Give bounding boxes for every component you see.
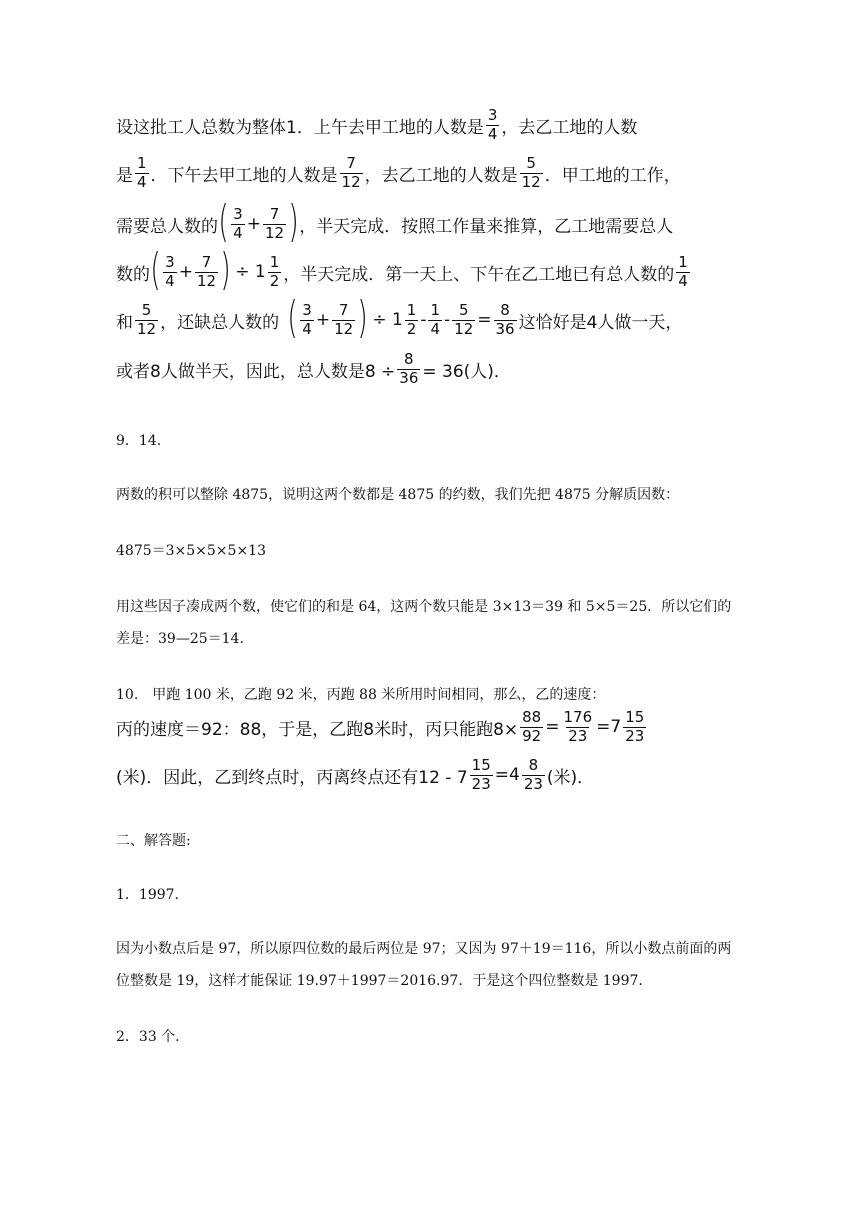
- solution8-line2: [116, 156, 681, 191]
- equals-sign: =: [596, 717, 611, 738]
- fraction-1-2: $\frac{1}{2}$: [406, 300, 417, 338]
- text: ，半天完成．按照工作量来推算，乙工地需要总人: [299, 216, 674, 237]
- q9-title: 9．14.: [116, 433, 162, 449]
- fraction-1-4: $\frac{1}{4}$: [678, 252, 688, 290]
- fraction-5-12: $\frac{5}{12}$: [137, 300, 157, 338]
- fraction-7-12: $\frac{7}{12}$: [341, 154, 361, 191]
- fraction-7-12: $\frac{7}{12}$: [196, 252, 217, 290]
- text: 设这批工人总数为整体1．上午去甲工地的人数是: [116, 117, 484, 138]
- equals-sign: =: [545, 717, 560, 738]
- mixed-number-7-15-23: 7 $\frac{15}{23}$: [610, 708, 645, 745]
- fraction-176-23: $\frac{176}{23}$: [563, 708, 593, 745]
- text: 数的: [116, 264, 150, 285]
- text: 这恰好是4人做一天，: [518, 312, 683, 333]
- text: ，半天完成．第一天上、下午在乙工地已有总人数的: [283, 264, 675, 285]
- plus-sign: +: [246, 214, 261, 234]
- minus-sign: -: [444, 310, 451, 330]
- paren-close: ): [288, 196, 299, 247]
- text: 是: [116, 165, 133, 186]
- minus-sign: -: [420, 310, 427, 330]
- fraction-3-4: $\frac{3}{4}$: [302, 300, 312, 338]
- text: 和: [116, 312, 133, 333]
- answer1-paragraph-1: 因为小数点后是 97，所以原四位数的最后两位是 97；又因为 97＋19＝116，所以小数点前面的两: [116, 941, 732, 957]
- text: (米)．: [546, 767, 595, 788]
- text: 丙的速度＝92：88，于是，乙跑8米时，丙只能跑8×: [116, 719, 519, 740]
- text: ，去乙工地的人数: [501, 117, 638, 138]
- text: 或者8人做半天，因此，总人数是8 ÷: [116, 361, 396, 382]
- q9-paragraph-1: 两数的积可以整除 4875，说明这两个数都是 4875 的约数，我们先把 4875 分解质因数：: [116, 487, 680, 503]
- fraction-5-12: $\frac{5}{12}$: [521, 154, 541, 191]
- fraction-7-12: $\frac{7}{12}$: [264, 204, 285, 242]
- q10-title: 10. 甲跑 100 米，乙跑 92 米，丙跑 88 米所用时间相同，那么，乙的速度：: [116, 687, 606, 703]
- text: ．下午去甲工地的人数是: [150, 165, 338, 186]
- section-2-heading: 二、解答题:: [116, 833, 191, 849]
- solution8-line3: [116, 196, 674, 247]
- paren-open: (: [218, 196, 229, 247]
- fraction-1-2: $\frac{1}{2}$: [269, 252, 280, 290]
- q10-line1: [116, 710, 648, 745]
- fraction-15-23: $\frac{15}{23}$: [471, 756, 491, 793]
- solution8-line1: [116, 108, 637, 143]
- solution8-line6: [116, 352, 511, 387]
- answer1-paragraph-2: 位整数是 19，这样才能保证 19.97＋1997＝2016.97．于是这个四位整数是 1997.: [116, 973, 643, 989]
- fraction-5-12: $\frac{5}{12}$: [454, 300, 474, 338]
- text: (米)．因此，乙到终点时，丙离终点还有12 - 7: [116, 767, 468, 788]
- fraction-7-12: $\frac{7}{12}$: [334, 300, 354, 338]
- q10-line2: [116, 758, 594, 793]
- text: = 36(人)．: [422, 361, 511, 382]
- fraction-1-4: $\frac{1}{4}$: [430, 300, 441, 338]
- equals-sign: =: [477, 310, 492, 330]
- text: ，去乙工地的人数是: [364, 165, 518, 186]
- fraction-88-92: $\frac{88}{92}$: [522, 708, 542, 745]
- solution8-line4: [116, 244, 692, 295]
- q9-paragraph-3a: 用这些因子凑成两个数，使它们的和是 64，这两个数只能是 3×13＝39 和 5×5＝25．所以它们的: [116, 599, 732, 615]
- text: ．甲工地的工作，: [544, 165, 681, 186]
- fraction-3-4: $\frac{3}{4}$: [165, 252, 175, 290]
- text: 需要总人数的: [116, 216, 218, 237]
- q9-paragraph-2: 4875＝3×5×5×5×13: [116, 543, 266, 559]
- fraction-3-4: $\frac{3}{4}$: [487, 106, 498, 143]
- plus-sign: +: [178, 262, 193, 282]
- fraction-8-36: $\frac{8}{36}$: [495, 300, 515, 338]
- mixed-number-4-8-23: 4 $\frac{8}{23}$: [509, 756, 543, 793]
- q9-paragraph-3b: 差是：39—25＝14.: [116, 631, 244, 647]
- answer1-title: 1．1997.: [116, 887, 179, 903]
- divide-one: ÷ 1: [372, 310, 403, 330]
- paren-close: ): [357, 292, 368, 343]
- text: ，还缺总人数的: [160, 312, 280, 333]
- divide-one: ÷ 1: [235, 262, 266, 282]
- fraction-8-36: $\frac{8}{36}$: [399, 350, 419, 387]
- paren-open: (: [150, 244, 161, 295]
- fraction-3-4: $\frac{3}{4}$: [233, 204, 243, 242]
- plus-sign: +: [315, 310, 331, 330]
- answer2-title: 2．33 个.: [116, 1029, 180, 1045]
- paren-close: ): [220, 244, 231, 295]
- solution8-line5: [116, 292, 683, 343]
- paren-open: (: [287, 292, 298, 343]
- fraction-1-4: $\frac{1}{4}$: [137, 154, 147, 191]
- equals-sign: =: [494, 765, 509, 786]
